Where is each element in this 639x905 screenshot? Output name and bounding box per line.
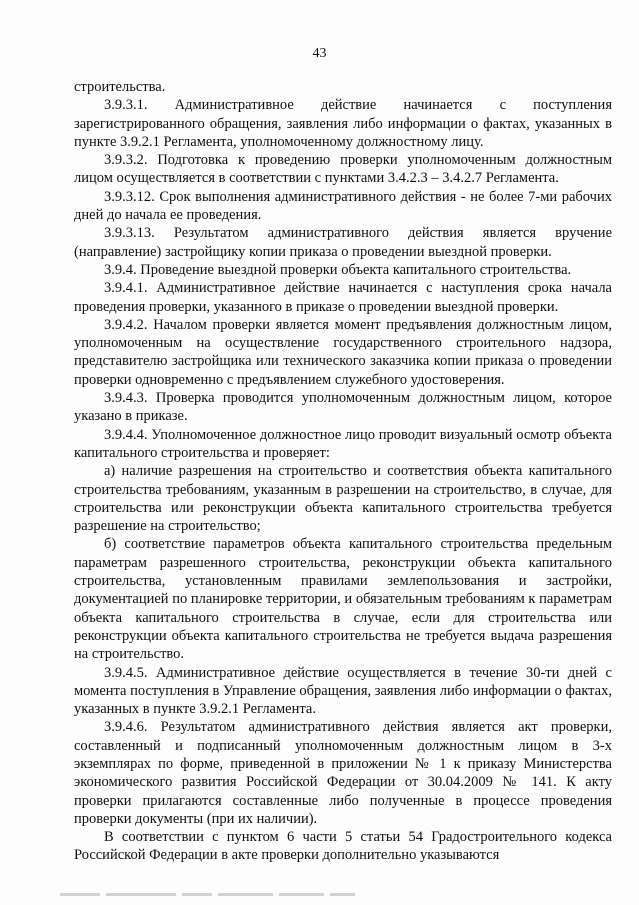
page-number: 43	[312, 46, 327, 61]
document-body	[74, 78, 612, 865]
paragraph-3: 3.9.3.12. Срок выполнения административного действия - не более 7-ми рабочих дней до начала ее проведения.	[74, 188, 612, 224]
paragraph-12: 3.9.4.5. Административное действие осуществляется в течение 30-ти дней с момента поступления в Управление обращения, заявления либо информации о фактах, указанных в пункте 3.9.2.1 Регламента.	[74, 664, 612, 718]
paragraph-5: 3.9.4. Проведение выездной проверки объекта капитального строительства.	[104, 261, 572, 278]
paragraph-9: 3.9.4.4. Уполномоченное должностное лицо проводит визуальный осмотр объекта капитального строительства и проверяет:	[74, 426, 612, 461]
scan-edge-artifact	[60, 893, 620, 898]
paragraph-14: В соответствии с пунктом 6 части 5 статьи 54 Градостроительного кодекса Российской Федерации в акте проверки дополнительно указываются	[74, 829, 612, 864]
paragraph-8: 3.9.4.3. Проверка проводится уполномоченным должностным лицом, которое указано в приказе.	[74, 390, 612, 425]
paragraph-11: б) соответствие параметров объекта капитального строительства предельным параметрам разрешенного строительства, реконструкции объекта капитального строительства, установленным правилами землепользования и застройки, документацией по планировке территории, и обязательным требованиям к параметрам объекта капитального строительства в случае, если для строительства или реконструкции объекта капитального строительства не требуется выдача разрешения на строительство.	[74, 536, 612, 663]
paragraph-6: 3.9.4.1. Административное действие начинается с наступления срока начала проведения проверки, указанного в приказе о проведении выездной проверки.	[74, 280, 612, 315]
paragraph-0: строительства.	[74, 79, 166, 95]
paragraph-4: 3.9.3.13. Результатом административного действия является вручение (направление) застройщику копии приказа о проведении выездной проверки.	[74, 225, 612, 260]
paragraph-1: 3.9.3.1. Административное действие начинается с поступления зарегистрированного обращения, заявления либо информации о фактах, указанных в пункте 3.9.2.1 Регламента, уполномоченному должностному лицу.	[74, 97, 612, 150]
paragraph-13: 3.9.4.6. Результатом административного действия является акт проверки, составленный и подписанный уполномоченным должностным лицом в 3-х экземплярах по форме, приведенной в приложении № 1 к приказу Министерства экономического развития Российской Федерации от 30.04.2009 № 141. К акту проверки прилагаются составленные либо полученные в процессе проведения проверки документы (при их наличии).	[74, 719, 612, 827]
paragraph-2: 3.9.3.2. Подготовка к проведению проверки уполномоченным должностным лицом осуществляется в соответствии с пунктами 3.4.2.3 – 3.4.2.7 Регламента.	[74, 152, 612, 187]
paragraph-10: а) наличие разрешения на строительство и соответствия объекта капитального строительства требованиям, указанным в разрешении на строительство, в случае, для строительства или реконструкции объекта капитального строительства требуется разрешение на строительство;	[74, 463, 612, 535]
paragraph-7: 3.9.4.2. Началом проверки является момент предъявления должностным лицом, уполномоченным на осуществление государственного строительного надзора, представителю застройщика или технического заказчика копии приказа о проведении проверки одновременно с предъявлением служебного удостоверения.	[74, 316, 612, 388]
